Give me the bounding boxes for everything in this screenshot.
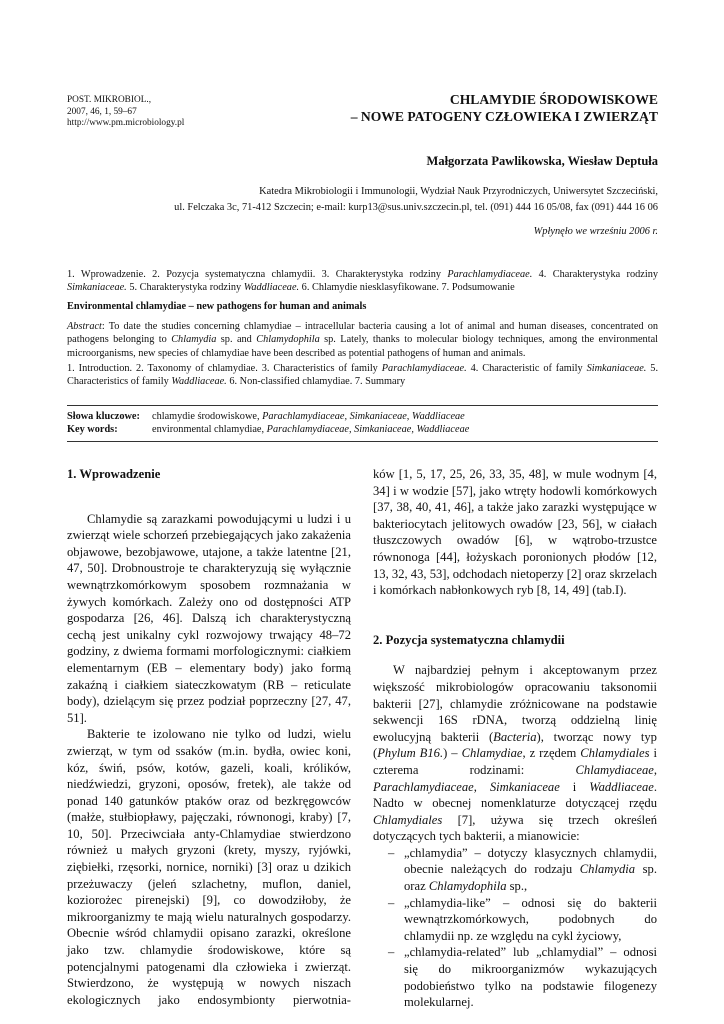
keywords xyxy=(67,410,658,437)
column-left xyxy=(67,466,351,1008)
section-2-paragraph-1: W najbardziej pełnym i akceptowanym przez większość mikrobiologów opracowaniu taksonomii bakterii [27], chlamydie zróżnicowane na podstawie sekwencji 16S rDNA, tworzą oddzielną linię ewolucyjną bakterii (Bacteria), tworząc nowy typ (Phylum B16.) – Chlamydiae, z rzędem Chlamydiales i czterema rodzinami: Chlamydiaceae, Parachlamydiaceae, Simkaniaceae i Waddliaceae. Nadto w obecnej nomenklaturze dotyczącej rzędu Chlamydiales [7], używa się trzech określeń dotyczących tych bakterii, a mianowicie: xyxy=(373,663,658,844)
keywords-pl: Słowa kluczowe: chlamydie środowiskowe, Parachlamydiaceae, Simkaniaceae, Waddliaceae xyxy=(67,411,465,422)
keywords-en: Key words: environmental chlamydiae, Parachlamydiaceae, Simkaniaceae, Waddliaceae xyxy=(67,424,470,436)
affiliation-line-2: ul. Felczaka 3c, 71-412 Szczecin; e-mail: kurp13@sus.univ.szczecin.pl, tel. (091) 444 16 05/08, fax (091) 444 16 06 xyxy=(174,202,658,213)
abstract-label: Abstract xyxy=(67,321,102,332)
section-1-paragraph-2-continued: ków [1, 5, 17, 25, 26, 33, 35, 48], w mule wodnym [4, 34] i w wodzie [57], jako wtręty hodowli komórkowych [37, 38, 40, 41, 46], a także jako zarazki występujące w bakteriocytach jelitowych owadów [23, 56], w ciałach tłuszczowych owadów [6], w wątrobo-trzustce równonoga [44], łożyskach poronionych płodów [12, 13, 32, 43, 53], odchodach nietoperzy [2] oraz skrzelach i komórkach nabłonkowych ryb [8, 14, 49] (tab.I). xyxy=(373,467,657,598)
divider-top xyxy=(67,405,658,406)
abstract: Abstract: To date the studies concerning chlamydiae – intracellular bacteria causing a lot of animal and human diseases, concentrated on pathogens belonging to Chlamydia sp. and Chlamydophila sp. Lately, thanks to molecular biology techniques, among the environmental microorganisms, new species of chlamydiae have been described as potential pathogens of human and animals. xyxy=(67,321,659,359)
received-date: Wpłynęło we wrześniu 2006 r. xyxy=(533,226,658,237)
section-1-heading: 1. Wprowadzenie xyxy=(67,467,161,481)
section-1-paragraph-1: Chlamydie są zarazkami powodującymi u ludzi i u zwierząt wiele schorzeń przebiegających jako zakażenia objawowe, bezobjawowe, utajone, a także latentne [21, 47, 50]. Drobnoustroje te charakteryzują się wyłącznie wewnątrzkomórkowym sposobem rozmnażania w żywych komórkach. Zależy ono od dostępności ATP gospodarza [26, 46]. Dalszą ich charakterystyczną cechą jest unikalny cykl rozwojowy trwający 48–72 godziny, z dwiema formami morfologicznymi: ciałkiem elementarnym (EB – elementary body) jako formą zakaźną i ciałkiem siateczkowatym (RB – reticulate body), dzielącym się przez podział poprzeczny [27, 47, 51]. xyxy=(67,511,351,725)
list-item: – „chlamydia-like” – odnosi się do bakterii wewnątrzkomórkowych, podobnych do chlamydii np. ze względu na cykl życiowy, xyxy=(373,895,657,945)
list-item: – „chlamydia-related” lub „chlamydial” – odnosi się do mikroorganizmów wykazujących podobieństwo tylko na podstawie filogenezy molekularnej. xyxy=(373,944,657,1010)
section-2-heading: 2. Pozycja systematyczna chlamydii xyxy=(373,632,565,647)
definitions-list xyxy=(373,845,657,1011)
journal-name: POST. MIKROBIOL., xyxy=(67,95,152,105)
journal-volume: 2007, 46, 1, 59–67 xyxy=(67,106,137,117)
table-of-contents-en: 1. Introduction. 2. Taxonomy of chlamydiae. 3. Characteristics of family Parachlamydiaceae. 4. Characteristic of family Simkaniaceae. 5. Characteristics of family Waddliaceae. 6. Non-classified chlamydiae. 7. Summary xyxy=(67,363,659,388)
section-1-paragraph-2: Bakterie te izolowano nie tylko od ludzi, wielu zwierząt, w tym od ssaków (m.in. bydła, owiec koni, kóz, świń, psów, kotów, gazeli, koali, królików, niedźwiedzi, gryzoni, oposów, fretek), ale także od ponad 140 gatunków ptaków oraz od bezkręgowców (małże, stułbiopławy, pajęczaki, równonogi, kraby) [7, 10, 50]. Przeciwciała anty-Chlamydiae stwierdzono również u małych gryzoni (krety, myszy, ryjówki, ziębiełki, rzęsorki, nornice, norniki) [3] oraz u dzikich przeżuwaczy (jeleń szlachetny, muflon, daniel, koziorożec pirenejski) [9], co dowodziłoby, że mikroorganizmy te mają wielu naturalnych gospodarzy. Obecnie wśród chlamydii opisano zarazki, określone jako tzw. chlamydie środowiskowe, które są potencjalnymi patogenami dla człowieka i zwierząt. Stwierdzono, że występują w nowych niszach ekologicznych jako endosymbionty pierwotnia- xyxy=(67,727,351,1007)
english-title: Environmental chlamydiae – new pathogens for human and animals xyxy=(67,301,367,312)
list-item: – „chlamydia” – dotyczy klasycznych chlamydii, obecnie należących do rodzaju Chlamydia sp. oraz Chlamydophila sp., xyxy=(373,845,657,895)
article-title xyxy=(351,91,658,125)
affiliation xyxy=(174,184,658,216)
title-line-1: CHLAMYDIE ŚRODOWISKOWE xyxy=(449,92,658,107)
table-of-contents-pl: 1. Wprowadzenie. 2. Pozycja systematyczna chlamydii. 3. Charakterystyka rodziny Parachlamydiaceae. 4. Charakterystyka rodziny Simkaniaceae. 5. Charakterystyka rodziny Waddliaceae. 6. Chlamydie niesklasyfikowane. 7. Podsumowanie xyxy=(67,269,658,294)
journal-url[interactable]: http://www.pm.microbiology.pl xyxy=(67,118,185,129)
column-right xyxy=(373,466,657,1011)
keywords-en-label: Key words: xyxy=(67,424,118,436)
authors: Małgorzata Pawlikowska, Wiesław Deptuła xyxy=(426,154,658,168)
keywords-pl-label: Słowa kluczowe: xyxy=(67,411,140,422)
title-line-2: – NOWE PATOGENY CZŁOWIEKA I ZWIERZĄT xyxy=(350,109,658,124)
affiliation-line-1: Katedra Mikrobiologii i Immunologii, Wydział Nauk Przyrodniczych, Uniwersytet Szczeciński, xyxy=(259,186,658,197)
divider-bottom xyxy=(67,441,658,442)
journal-citation xyxy=(67,95,184,130)
